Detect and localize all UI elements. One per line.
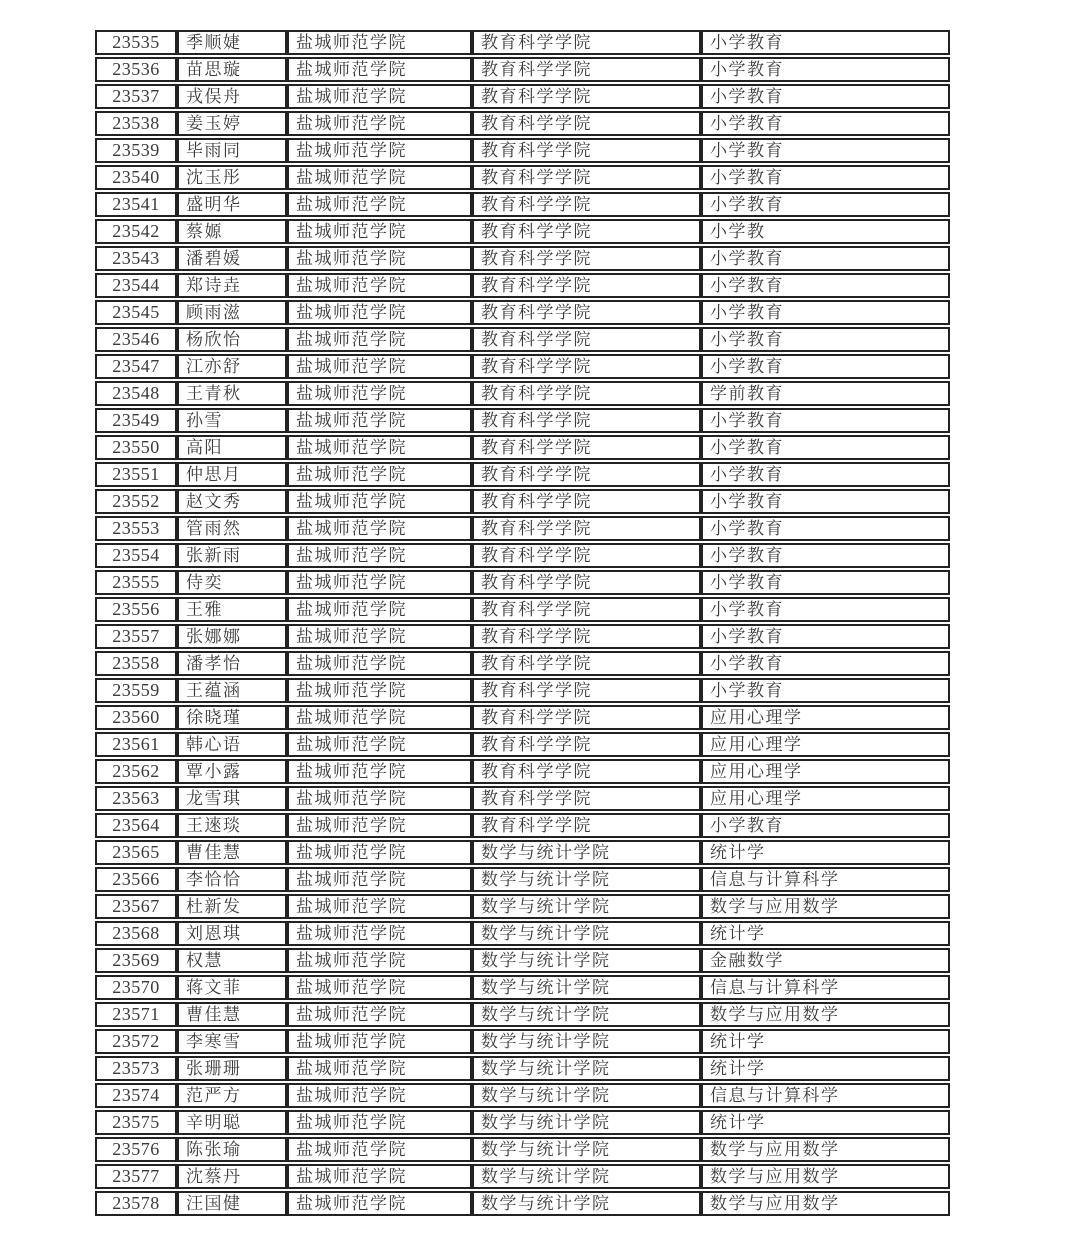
cell-name: 徐晓瑾 xyxy=(177,705,287,730)
cell-name: 王雅 xyxy=(177,597,287,622)
cell-college: 数学与统计学院 xyxy=(472,867,701,892)
cell-university: 盐城师范学院 xyxy=(287,408,472,433)
cell-name: 潘孝怡 xyxy=(177,651,287,676)
table-row xyxy=(95,678,950,703)
cell-name: 毕雨同 xyxy=(177,138,287,163)
cell-major: 统计学 xyxy=(701,1056,950,1081)
cell-college: 数学与统计学院 xyxy=(472,1191,701,1216)
table-row xyxy=(95,570,950,595)
cell-college: 教育科学学院 xyxy=(472,408,701,433)
cell-university: 盐城师范学院 xyxy=(287,246,472,271)
cell-university: 盐城师范学院 xyxy=(287,867,472,892)
cell-name: 侍奕 xyxy=(177,570,287,595)
table-row xyxy=(95,597,950,622)
cell-university: 盐城师范学院 xyxy=(287,327,472,352)
cell-university: 盐城师范学院 xyxy=(287,516,472,541)
cell-name: 刘恩琪 xyxy=(177,921,287,946)
cell-student-id: 23537 xyxy=(95,84,177,109)
cell-university: 盐城师范学院 xyxy=(287,354,472,379)
cell-student-id: 23544 xyxy=(95,273,177,298)
student-roster-table-container xyxy=(95,28,950,1218)
cell-major: 小学教 xyxy=(701,219,950,244)
cell-student-id: 23568 xyxy=(95,921,177,946)
cell-college: 教育科学学院 xyxy=(472,246,701,271)
table-row xyxy=(95,1191,950,1216)
table-row xyxy=(95,813,950,838)
cell-name: 龙雪琪 xyxy=(177,786,287,811)
cell-college: 教育科学学院 xyxy=(472,705,701,730)
cell-major: 小学教育 xyxy=(701,138,950,163)
cell-college: 教育科学学院 xyxy=(472,354,701,379)
table-row xyxy=(95,867,950,892)
cell-major: 小学教育 xyxy=(701,570,950,595)
cell-name: 张珊珊 xyxy=(177,1056,287,1081)
cell-student-id: 23571 xyxy=(95,1002,177,1027)
cell-major: 应用心理学 xyxy=(701,786,950,811)
cell-university: 盐城师范学院 xyxy=(287,1029,472,1054)
cell-college: 数学与统计学院 xyxy=(472,921,701,946)
cell-name: 赵文秀 xyxy=(177,489,287,514)
cell-student-id: 23539 xyxy=(95,138,177,163)
cell-name: 江亦舒 xyxy=(177,354,287,379)
cell-student-id: 23540 xyxy=(95,165,177,190)
table-row xyxy=(95,975,950,1000)
cell-name: 季顺婕 xyxy=(177,30,287,55)
cell-university: 盐城师范学院 xyxy=(287,1137,472,1162)
cell-name: 王青秋 xyxy=(177,381,287,406)
cell-college: 数学与统计学院 xyxy=(472,1110,701,1135)
cell-university: 盐城师范学院 xyxy=(287,273,472,298)
table-row xyxy=(95,651,950,676)
table-row xyxy=(95,30,950,55)
cell-major: 信息与计算科学 xyxy=(701,975,950,1000)
table-row xyxy=(95,273,950,298)
table-row xyxy=(95,408,950,433)
cell-major: 应用心理学 xyxy=(701,705,950,730)
cell-student-id: 23542 xyxy=(95,219,177,244)
table-row xyxy=(95,894,950,919)
cell-college: 教育科学学院 xyxy=(472,57,701,82)
cell-name: 姜玉婷 xyxy=(177,111,287,136)
cell-name: 曹佳慧 xyxy=(177,840,287,865)
cell-major: 小学教育 xyxy=(701,246,950,271)
cell-student-id: 23570 xyxy=(95,975,177,1000)
table-row xyxy=(95,786,950,811)
cell-major: 信息与计算科学 xyxy=(701,1083,950,1108)
cell-name: 苗思璇 xyxy=(177,57,287,82)
cell-student-id: 23559 xyxy=(95,678,177,703)
cell-major: 小学教育 xyxy=(701,462,950,487)
cell-university: 盐城师范学院 xyxy=(287,705,472,730)
cell-college: 教育科学学院 xyxy=(472,759,701,784)
cell-name: 陈张瑜 xyxy=(177,1137,287,1162)
table-row xyxy=(95,84,950,109)
cell-student-id: 23543 xyxy=(95,246,177,271)
table-row xyxy=(95,543,950,568)
cell-college: 教育科学学院 xyxy=(472,300,701,325)
cell-student-id: 23552 xyxy=(95,489,177,514)
cell-name: 戎俣舟 xyxy=(177,84,287,109)
cell-college: 教育科学学院 xyxy=(472,327,701,352)
cell-major: 数学与应用数学 xyxy=(701,1137,950,1162)
cell-name: 沈玉彤 xyxy=(177,165,287,190)
cell-student-id: 23554 xyxy=(95,543,177,568)
cell-college: 教育科学学院 xyxy=(472,165,701,190)
cell-university: 盐城师范学院 xyxy=(287,84,472,109)
cell-university: 盐城师范学院 xyxy=(287,192,472,217)
cell-major: 统计学 xyxy=(701,1110,950,1135)
cell-university: 盐城师范学院 xyxy=(287,948,472,973)
cell-major: 数学与应用数学 xyxy=(701,1191,950,1216)
table-row xyxy=(95,705,950,730)
cell-major: 小学教育 xyxy=(701,30,950,55)
cell-name: 曹佳慧 xyxy=(177,1002,287,1027)
cell-name: 王蕴涵 xyxy=(177,678,287,703)
cell-student-id: 23558 xyxy=(95,651,177,676)
table-row xyxy=(95,165,950,190)
cell-university: 盐城师范学院 xyxy=(287,678,472,703)
cell-college: 数学与统计学院 xyxy=(472,975,701,1000)
cell-student-id: 23557 xyxy=(95,624,177,649)
cell-college: 教育科学学院 xyxy=(472,381,701,406)
cell-major: 小学教育 xyxy=(701,273,950,298)
cell-name: 高阳 xyxy=(177,435,287,460)
cell-student-id: 23563 xyxy=(95,786,177,811)
cell-name: 杨欣怡 xyxy=(177,327,287,352)
cell-college: 教育科学学院 xyxy=(472,570,701,595)
table-row xyxy=(95,246,950,271)
cell-university: 盐城师范学院 xyxy=(287,1083,472,1108)
table-row xyxy=(95,1029,950,1054)
cell-student-id: 23560 xyxy=(95,705,177,730)
cell-student-id: 23553 xyxy=(95,516,177,541)
cell-university: 盐城师范学院 xyxy=(287,570,472,595)
cell-college: 教育科学学院 xyxy=(472,435,701,460)
cell-name: 孙雪 xyxy=(177,408,287,433)
cell-name: 范严方 xyxy=(177,1083,287,1108)
table-row xyxy=(95,1137,950,1162)
cell-college: 教育科学学院 xyxy=(472,84,701,109)
cell-major: 数学与应用数学 xyxy=(701,1164,950,1189)
cell-major: 小学教育 xyxy=(701,354,950,379)
cell-university: 盐城师范学院 xyxy=(287,732,472,757)
cell-name: 汪国健 xyxy=(177,1191,287,1216)
cell-student-id: 23536 xyxy=(95,57,177,82)
cell-major: 小学教育 xyxy=(701,597,950,622)
cell-name: 盛明华 xyxy=(177,192,287,217)
table-row xyxy=(95,840,950,865)
cell-university: 盐城师范学院 xyxy=(287,651,472,676)
cell-college: 教育科学学院 xyxy=(472,462,701,487)
cell-college: 数学与统计学院 xyxy=(472,1029,701,1054)
cell-college: 教育科学学院 xyxy=(472,624,701,649)
cell-student-id: 23564 xyxy=(95,813,177,838)
cell-university: 盐城师范学院 xyxy=(287,219,472,244)
table-row xyxy=(95,381,950,406)
cell-college: 教育科学学院 xyxy=(472,138,701,163)
cell-major: 小学教育 xyxy=(701,192,950,217)
table-row xyxy=(95,948,950,973)
cell-major: 小学教育 xyxy=(701,408,950,433)
table-row xyxy=(95,1164,950,1189)
cell-name: 辛明聪 xyxy=(177,1110,287,1135)
table-row xyxy=(95,462,950,487)
cell-student-id: 23550 xyxy=(95,435,177,460)
cell-student-id: 23535 xyxy=(95,30,177,55)
cell-university: 盐城师范学院 xyxy=(287,1002,472,1027)
cell-name: 权慧 xyxy=(177,948,287,973)
cell-university: 盐城师范学院 xyxy=(287,489,472,514)
cell-student-id: 23578 xyxy=(95,1191,177,1216)
cell-university: 盐城师范学院 xyxy=(287,381,472,406)
cell-major: 小学教育 xyxy=(701,111,950,136)
table-row xyxy=(95,435,950,460)
cell-college: 教育科学学院 xyxy=(472,543,701,568)
table-row xyxy=(95,1110,950,1135)
cell-major: 小学教育 xyxy=(701,300,950,325)
cell-name: 潘碧媛 xyxy=(177,246,287,271)
cell-name: 沈蔡丹 xyxy=(177,1164,287,1189)
cell-major: 小学教育 xyxy=(701,543,950,568)
cell-major: 小学教育 xyxy=(701,489,950,514)
table-row xyxy=(95,759,950,784)
cell-student-id: 23549 xyxy=(95,408,177,433)
cell-university: 盐城师范学院 xyxy=(287,111,472,136)
cell-college: 教育科学学院 xyxy=(472,516,701,541)
cell-major: 小学教育 xyxy=(701,678,950,703)
cell-major: 小学教育 xyxy=(701,516,950,541)
cell-college: 教育科学学院 xyxy=(472,678,701,703)
table-row xyxy=(95,732,950,757)
cell-student-id: 23574 xyxy=(95,1083,177,1108)
cell-college: 教育科学学院 xyxy=(472,111,701,136)
cell-college: 教育科学学院 xyxy=(472,651,701,676)
table-row xyxy=(95,516,950,541)
student-roster-table-body xyxy=(95,30,950,1216)
cell-college: 数学与统计学院 xyxy=(472,840,701,865)
table-row xyxy=(95,354,950,379)
cell-major: 统计学 xyxy=(701,840,950,865)
cell-major: 小学教育 xyxy=(701,651,950,676)
cell-name: 张娜娜 xyxy=(177,624,287,649)
table-row xyxy=(95,57,950,82)
table-row xyxy=(95,624,950,649)
cell-university: 盐城师范学院 xyxy=(287,57,472,82)
cell-university: 盐城师范学院 xyxy=(287,30,472,55)
cell-major: 小学教育 xyxy=(701,57,950,82)
cell-college: 教育科学学院 xyxy=(472,489,701,514)
cell-college: 教育科学学院 xyxy=(472,30,701,55)
cell-name: 蒋文菲 xyxy=(177,975,287,1000)
cell-university: 盐城师范学院 xyxy=(287,165,472,190)
cell-student-id: 23556 xyxy=(95,597,177,622)
cell-student-id: 23576 xyxy=(95,1137,177,1162)
cell-student-id: 23569 xyxy=(95,948,177,973)
table-row xyxy=(95,192,950,217)
cell-name: 杜新发 xyxy=(177,894,287,919)
cell-student-id: 23577 xyxy=(95,1164,177,1189)
cell-name: 张新雨 xyxy=(177,543,287,568)
table-row xyxy=(95,111,950,136)
cell-major: 应用心理学 xyxy=(701,732,950,757)
cell-college: 数学与统计学院 xyxy=(472,894,701,919)
cell-major: 学前教育 xyxy=(701,381,950,406)
cell-major: 数学与应用数学 xyxy=(701,1002,950,1027)
cell-university: 盐城师范学院 xyxy=(287,786,472,811)
table-row xyxy=(95,1002,950,1027)
cell-name: 蔡嫄 xyxy=(177,219,287,244)
cell-name: 管雨然 xyxy=(177,516,287,541)
cell-university: 盐城师范学院 xyxy=(287,435,472,460)
cell-university: 盐城师范学院 xyxy=(287,1056,472,1081)
cell-university: 盐城师范学院 xyxy=(287,1110,472,1135)
cell-student-id: 23548 xyxy=(95,381,177,406)
cell-university: 盐城师范学院 xyxy=(287,894,472,919)
cell-college: 教育科学学院 xyxy=(472,786,701,811)
cell-major: 信息与计算科学 xyxy=(701,867,950,892)
cell-college: 数学与统计学院 xyxy=(472,1137,701,1162)
cell-student-id: 23541 xyxy=(95,192,177,217)
cell-name: 仲思月 xyxy=(177,462,287,487)
cell-university: 盐城师范学院 xyxy=(287,759,472,784)
cell-student-id: 23538 xyxy=(95,111,177,136)
cell-name: 郑诗垚 xyxy=(177,273,287,298)
cell-major: 数学与应用数学 xyxy=(701,894,950,919)
cell-major: 统计学 xyxy=(701,1029,950,1054)
cell-university: 盐城师范学院 xyxy=(287,1191,472,1216)
cell-college: 教育科学学院 xyxy=(472,192,701,217)
cell-university: 盐城师范学院 xyxy=(287,840,472,865)
table-row xyxy=(95,300,950,325)
student-roster-table xyxy=(95,28,950,1218)
table-row xyxy=(95,219,950,244)
cell-college: 教育科学学院 xyxy=(472,597,701,622)
cell-university: 盐城师范学院 xyxy=(287,1164,472,1189)
cell-college: 数学与统计学院 xyxy=(472,1164,701,1189)
cell-student-id: 23561 xyxy=(95,732,177,757)
cell-name: 李恰恰 xyxy=(177,867,287,892)
cell-university: 盐城师范学院 xyxy=(287,921,472,946)
cell-university: 盐城师范学院 xyxy=(287,300,472,325)
cell-name: 顾雨滋 xyxy=(177,300,287,325)
cell-name: 韩心语 xyxy=(177,732,287,757)
cell-student-id: 23572 xyxy=(95,1029,177,1054)
cell-student-id: 23546 xyxy=(95,327,177,352)
cell-student-id: 23545 xyxy=(95,300,177,325)
table-row xyxy=(95,1056,950,1081)
cell-university: 盐城师范学院 xyxy=(287,975,472,1000)
cell-university: 盐城师范学院 xyxy=(287,543,472,568)
cell-college: 教育科学学院 xyxy=(472,732,701,757)
cell-student-id: 23566 xyxy=(95,867,177,892)
cell-college: 数学与统计学院 xyxy=(472,1083,701,1108)
cell-major: 小学教育 xyxy=(701,84,950,109)
cell-college: 教育科学学院 xyxy=(472,273,701,298)
cell-student-id: 23567 xyxy=(95,894,177,919)
cell-major: 小学教育 xyxy=(701,624,950,649)
cell-major: 应用心理学 xyxy=(701,759,950,784)
cell-student-id: 23562 xyxy=(95,759,177,784)
cell-name: 王逨琰 xyxy=(177,813,287,838)
table-row xyxy=(95,138,950,163)
table-row xyxy=(95,921,950,946)
cell-university: 盐城师范学院 xyxy=(287,813,472,838)
cell-student-id: 23547 xyxy=(95,354,177,379)
cell-college: 数学与统计学院 xyxy=(472,948,701,973)
cell-major: 小学教育 xyxy=(701,813,950,838)
cell-major: 统计学 xyxy=(701,921,950,946)
cell-student-id: 23573 xyxy=(95,1056,177,1081)
cell-name: 覃小露 xyxy=(177,759,287,784)
cell-university: 盐城师范学院 xyxy=(287,138,472,163)
cell-college: 数学与统计学院 xyxy=(472,1002,701,1027)
table-row xyxy=(95,489,950,514)
cell-student-id: 23575 xyxy=(95,1110,177,1135)
cell-university: 盐城师范学院 xyxy=(287,462,472,487)
cell-student-id: 23565 xyxy=(95,840,177,865)
cell-name: 李寒雪 xyxy=(177,1029,287,1054)
cell-major: 小学教育 xyxy=(701,327,950,352)
cell-college: 教育科学学院 xyxy=(472,219,701,244)
cell-major: 小学教育 xyxy=(701,435,950,460)
cell-university: 盐城师范学院 xyxy=(287,624,472,649)
table-row xyxy=(95,1083,950,1108)
cell-major: 小学教育 xyxy=(701,165,950,190)
cell-college: 教育科学学院 xyxy=(472,813,701,838)
table-row xyxy=(95,327,950,352)
cell-major: 金融数学 xyxy=(701,948,950,973)
cell-student-id: 23551 xyxy=(95,462,177,487)
cell-college: 数学与统计学院 xyxy=(472,1056,701,1081)
cell-student-id: 23555 xyxy=(95,570,177,595)
cell-university: 盐城师范学院 xyxy=(287,597,472,622)
